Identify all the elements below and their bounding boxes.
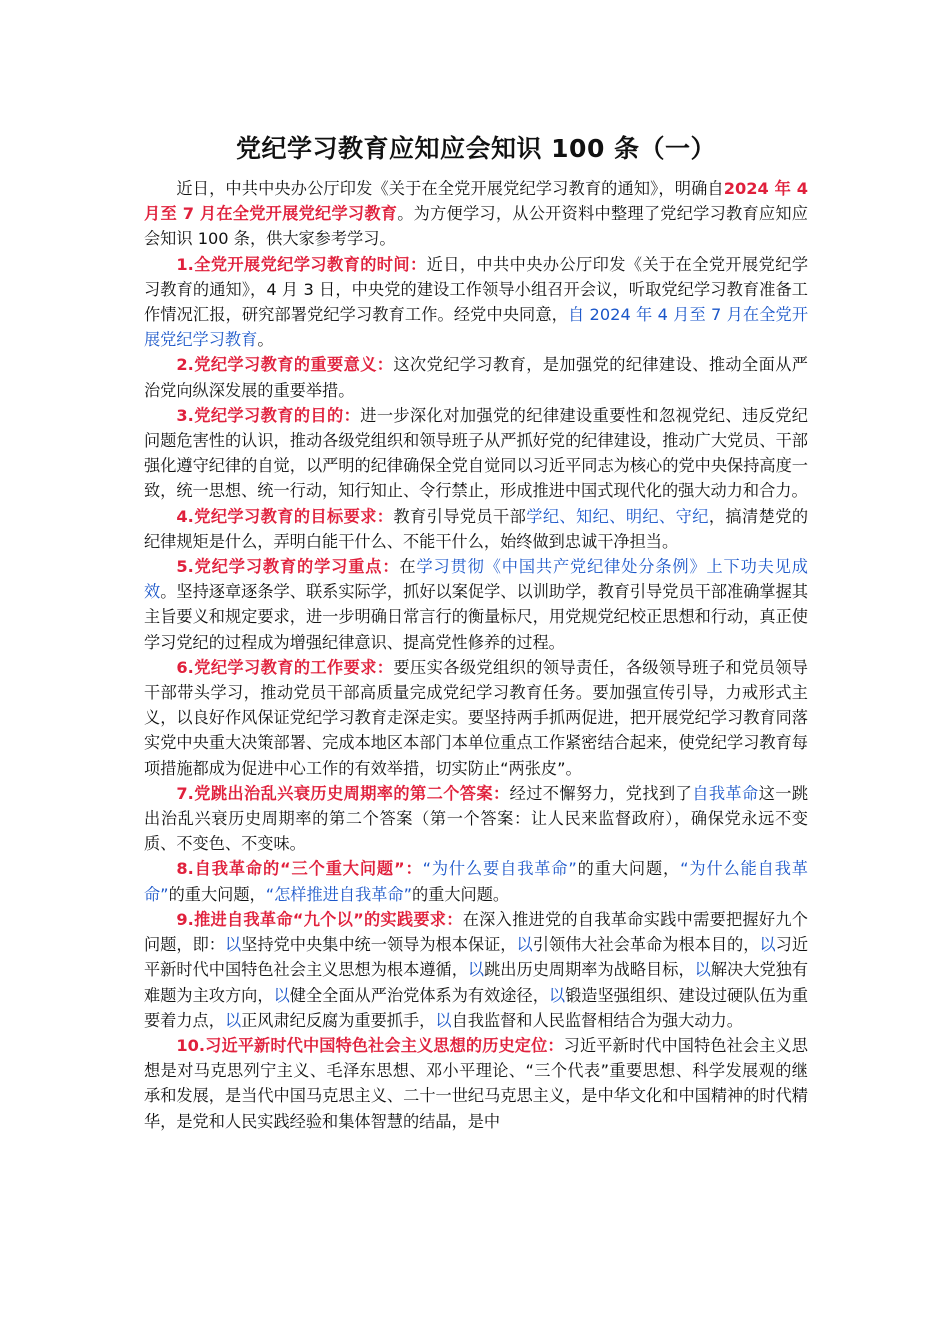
yi-marker: 以 (467, 960, 485, 980)
item-text: 这次党纪学习教育，是加强党的纪律建设、推动全面从严治党向纵深发展的重要举措。 (144, 355, 808, 400)
item-part: 习近平新时代中国特色社会主义思想为根本遵循， (144, 935, 809, 980)
item-5 (144, 554, 808, 655)
item-text: 的重大问题， (168, 884, 266, 904)
question-2: “为什么能自我革命” (144, 859, 808, 904)
item-text: 在深入推进党的自我革命实践中需要把握好九个问题，即： (144, 909, 808, 955)
item-3 (144, 403, 808, 504)
item-part: 解决大党独有难题为主攻方向， (144, 960, 809, 1005)
item-part: 坚持党中央集中统一领导为根本保证， (241, 935, 517, 955)
item-2 (144, 352, 808, 402)
item-text: 的重大问题， (576, 859, 681, 879)
item-highlight: 学习贯彻《中国共产党纪律处分条例》上下功夫见成效 (144, 557, 808, 602)
intro-highlight: 2024 年 4 月至 7 月在全党开展党纪学习教育 (144, 179, 808, 224)
yi-marker: 以 (694, 960, 711, 980)
item-part: 锻造坚强组织、建设过硬队伍为重要着力点， (144, 985, 809, 1030)
item-part: 健全全面从严治党体系为有效途径， (289, 985, 549, 1005)
document-page (144, 128, 808, 1134)
item-text-end: 。 (257, 330, 274, 350)
item-1 (144, 252, 808, 353)
item-highlight: 学纪、知纪、明纪、守纪 (526, 506, 709, 526)
item-heading: 4.党纪学习教育的目标要求： (176, 506, 394, 526)
item-heading: 8.自我革命的“三个重大问题”： (176, 859, 423, 879)
item-9 (144, 907, 808, 1033)
yi-marker: 以 (759, 935, 776, 955)
question-3: “怎样推进自我革命” (265, 884, 412, 904)
item-heading: 2.党纪学习教育的重要意义： (176, 355, 394, 375)
item-7 (144, 781, 808, 857)
item-text: 近日，中共中央办公厅印发《关于在全党开展党纪学习教育的通知》，4 月 3 日，中央党的建设工作领导小组召开会议，听取党纪学习教育准备工作情况汇报，研究部署党纪学习教育工作。经党中央同意， (144, 254, 809, 325)
yi-marker: 以 (273, 985, 290, 1005)
item-highlight: 自 2024 年 4 月至 7 月在全党开展党纪学习教育 (144, 305, 809, 350)
item-part: 正风肃纪反腐为重要抓手， (241, 1010, 436, 1030)
item-text: 习近平新时代中国特色社会主义思想是对马克思列宁主义、毛泽东思想、邓小平理论、“三个代表”重要思想、科学发展观的继承和发展，是当代中国马克思主义、二十一世纪马克思主义，是中华文化和中国精神的时代精华，是党和人民实践经验和集体智慧的结晶，是中 (144, 1035, 808, 1131)
item-heading: 5.党纪学习教育的学习重点： (176, 557, 400, 577)
item-text: 教育引导党员干部 (393, 506, 527, 526)
document-title: 党纪学习教育应知应会知识 100 条（一） (235, 134, 717, 163)
item-text: 要压实各级党组织的领导责任，各级领导班子和党员领导干部带头学习，推动党员干部高质量完成党纪学习教育任务。要加强宣传引导，力戒形式主义，以良好作风保证党纪学习教育走深走实。要坚持两手抓两促进，把开展党纪学习教育同落实党中央重大决策部署、完成本地区本部门本单位重点工作紧密结合起来，使党纪学习教育每项措施都成为促进中心工作的有效举措，切实防止“两张皮”。 (144, 657, 808, 778)
yi-marker: 以 (516, 935, 533, 955)
intro-text-end: 。为方便学习，从公开资料中整理了党纪学习教育应知应会知识 100 条，供大家参考学习。 (144, 204, 808, 249)
yi-marker: 以 (435, 1010, 452, 1030)
item-text: 在 (399, 557, 417, 577)
item-heading: 9.推进自我革命“九个以”的实践要求： (176, 909, 463, 929)
item-heading: 7.党跳出治乱兴衰历史周期率的第二个答案： (176, 783, 510, 803)
item-part: 自我监督和人民监督相结合为强大动力。 (451, 1010, 743, 1030)
intro-paragraph (144, 176, 808, 252)
item-text: 经过不懈努力，党找到了 (509, 783, 693, 803)
item-heading: 1.全党开展党纪学习教育的时间： (176, 254, 427, 274)
intro-text: 近日，中共中央办公厅印发《关于在全党开展党纪学习教育的通知》，明确自 (176, 179, 724, 198)
item-4 (144, 504, 808, 554)
item-text: 的重大问题。 (411, 884, 510, 904)
item-text: 进一步深化对加强党的纪律建设重要性和忽视党纪、违反党纪问题危害性的认识，推动各级党组织和领导班子从严抓好党的纪律建设，推动广大党员、干部强化遵守纪律的自觉，以严明的纪律确保全党自觉同以习近平同志为核心的党中央保持高度一致，统一思想、统一行动，知行知止、令行禁止，形成推进中国式现代化的强大动力和合力。 (144, 405, 808, 501)
yi-marker: 以 (548, 985, 566, 1005)
item-heading: 6.党纪学习教育的工作要求： (176, 657, 394, 677)
item-text-end: 。坚持逐章逐条学、联系实际学，抓好以案促学、以训助学，教育引导党员干部准确掌握其主旨要义和规定要求，进一步明确日常言行的衡量标尺，用党规党纪校正思想和行动，真正使学习党纪的过程成为增强纪律意识、提高党性修养的过程。 (144, 582, 809, 652)
item-highlight: 自我革命 (692, 783, 759, 803)
item-8 (144, 856, 808, 906)
item-text-end: 这一跳出治乱兴衰历史周期率的第二个答案（第一个答案：让人民来监督政府），确保党永远不变质、不变色、不变味。 (144, 783, 809, 854)
item-6 (144, 655, 808, 781)
item-part: 引领伟大社会革命为根本目的， (532, 935, 760, 955)
yi-marker: 以 (224, 1010, 242, 1030)
item-part: 跳出历史周期率为战略目标， (484, 960, 695, 980)
item-heading: 3.党纪学习教育的目的： (176, 405, 361, 425)
yi-marker: 以 (224, 935, 242, 955)
question-1: “为什么要自我革命” (422, 859, 577, 879)
item-10 (144, 1033, 808, 1134)
item-heading: 10.习近平新时代中国特色社会主义思想的历史定位： (176, 1035, 564, 1055)
item-text-end: ，搞清楚党的纪律规矩是什么，弄明白能干什么、不能干什么，始终做到忠诚干净担当。 (144, 506, 809, 551)
